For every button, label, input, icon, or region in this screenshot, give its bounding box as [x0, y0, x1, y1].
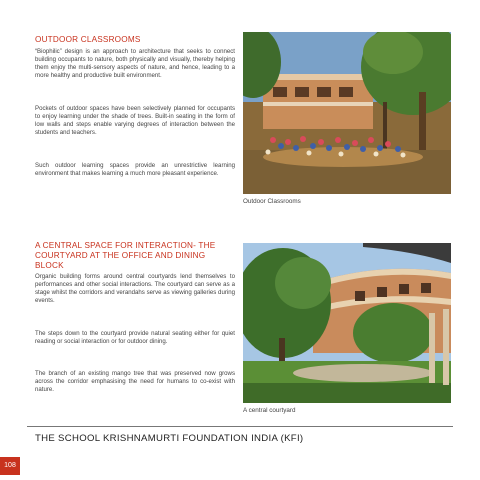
paragraph: The steps down to the courtyard provide natural seating either for quiet reading or social interaction or for outdoor dining. [35, 330, 235, 346]
paragraph: Organic building forms around central courtyards lend themselves to performances and other social interactions. The courtyard can serve as a stage whilst the corridors and verandahs serve as viewing galleries during events. [35, 273, 235, 305]
courtyard-photo [243, 243, 451, 403]
paragraph: Pockets of outdoor spaces have been selectively planned for occupants to enjoy learning under the shade of trees. Built-in seating in the form of low walls and steps enable varying degrees of interaction between the students and teachers. [35, 105, 235, 137]
outdoor-classroom-photo [243, 32, 451, 194]
footer-divider [27, 426, 453, 427]
photo-caption: Outdoor Classrooms [243, 198, 301, 205]
page-number-badge: 108 [0, 457, 20, 475]
section-heading-outdoor-classrooms: OUTDOOR CLASSROOMS [35, 35, 141, 44]
footer-title: THE SCHOOL KRISHNAMURTI FOUNDATION INDIA (KFI) [35, 433, 304, 444]
section-heading-central-courtyard: A CENTRAL SPACE FOR INTERACTION- THE COURTYARD AT THE OFFICE AND DINING BLOCK [35, 241, 216, 270]
paragraph: The branch of an existing mango tree that was preserved now grows across the corridor emphasising the need for humans to co-exist with nature. [35, 370, 235, 394]
paragraph: “Biophilic” design is an approach to architecture that seeks to connect building occupants to nature, both physically and visually, thereby helping them enjoy the multi-sensory aspects of nature, and hence, leading to a more healthy and productive built environment. [35, 48, 235, 80]
photo-caption: A central courtyard [243, 407, 296, 414]
paragraph: Such outdoor learning spaces provide an unrestrictive learning environment that makes learning a much more pleasant experience. [35, 162, 235, 178]
